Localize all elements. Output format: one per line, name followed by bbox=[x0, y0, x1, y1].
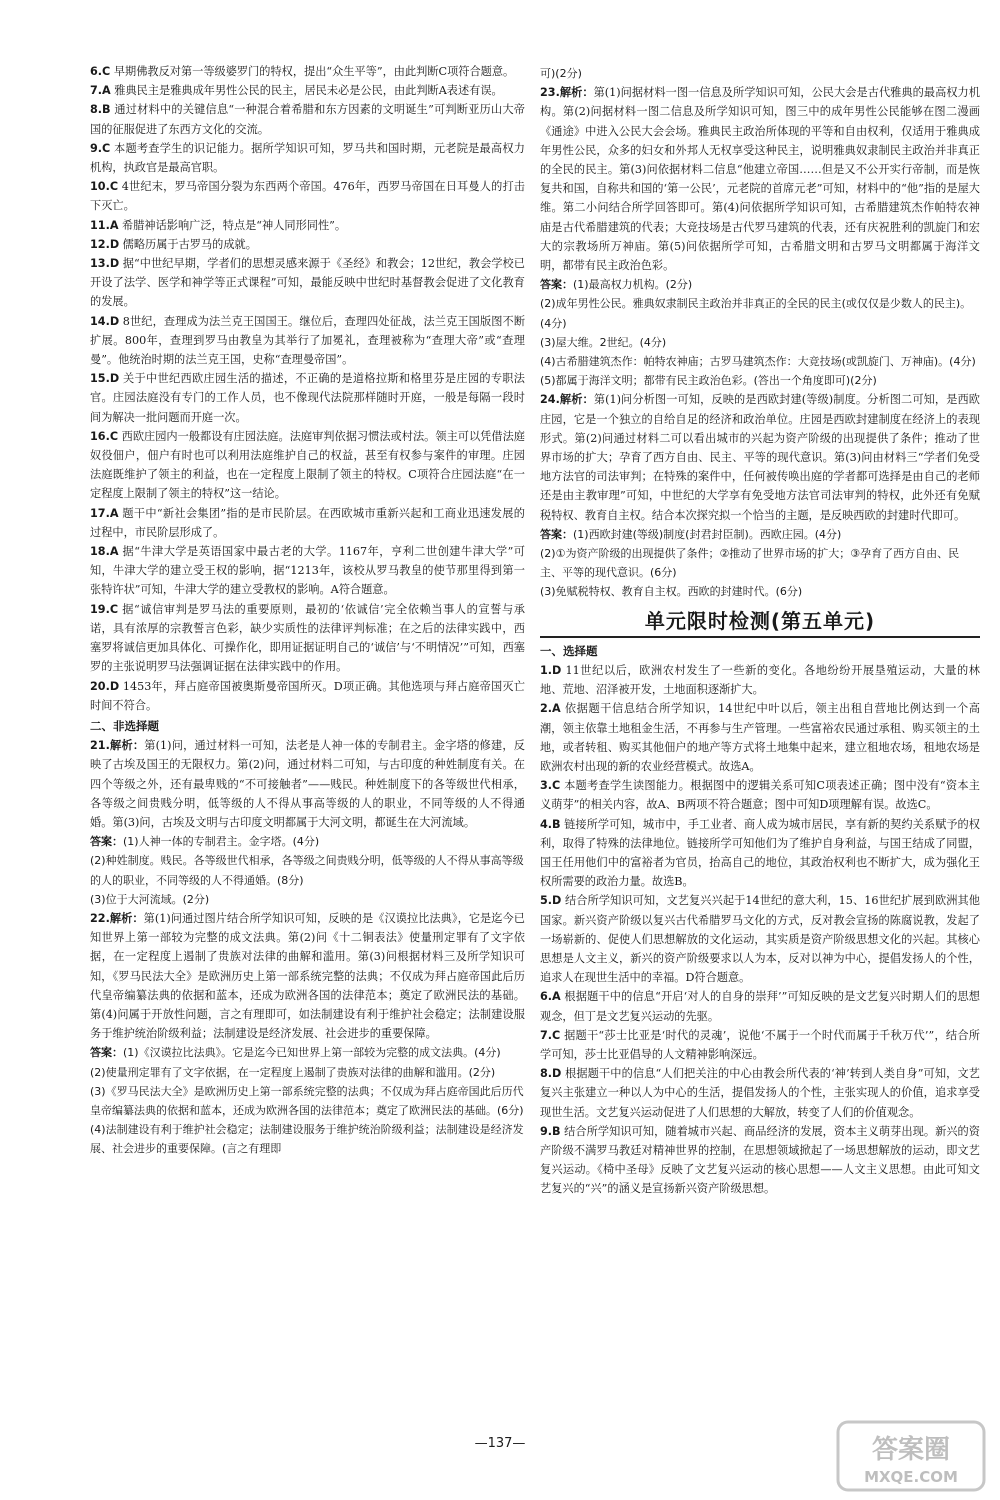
item-text: 雅典民主是雅典成年男性公民的民主，居民未必是公民，由此判断A表述有误。 bbox=[114, 84, 503, 98]
answer-line: (5)都属于海洋文明；都带有民主政治色彩。(答出一个角度即可)(2分) bbox=[540, 374, 877, 388]
analysis-label: 解析： bbox=[109, 910, 144, 925]
answer-line: (1)《汉谟拉比法典》。它是迄今已知世界上第一部较为完整的成文法典。(4分) bbox=[123, 1046, 501, 1060]
right-column bbox=[540, 64, 980, 1199]
page-number: —137— bbox=[474, 1436, 526, 1451]
item-number: 17.A bbox=[90, 506, 119, 520]
item-text: 题干中“新社会集团”指的是市民阶层。在西欧城市重新兴起和工商业迅速发展的过程中，市民阶层形成了。 bbox=[90, 506, 525, 539]
answer-line: (4)古希腊建筑杰作：帕特农神庙；古罗马建筑杰作：大竞技场(或凯旋门、万神庙)。(4分) bbox=[540, 355, 976, 369]
analysis-text: 第(1)问，通过材料一可知，法老是人神一体的专制君主。金字塔的修建，反映了古埃及国王的无限权力。第(2)问，通过材料二可知，与古印度的种姓制度有关。在四个等级之外，还有最卑贱的“不可接触者”——贱民。种姓制度下的各等级世代相承，各等级之间贵贱分明，低等级的人不得从事高等级的人的职业，不同等级的人不得通婚。第(3)问，古埃及文明与古印度文明都属于大河文明，都诞生在大河流域。 bbox=[90, 739, 525, 829]
analysis-text: 第(1)问通过图片结合所学知识可知，反映的是《汉谟拉比法典》，它是迄今已知世界上第一部较为完整的成文法典。第(2)问《十二铜表法》使量刑定罪有了文字依据，在一定程度上遏制了贵族对法律的曲解和滥用。第(3)问根据材料三及所学知识可知，《罗马民法大全》是欧洲历史上第一部系统完整的法典；不仅成为拜占庭帝国此后历代皇帝编纂法典的依据和蓝本，还成为欧洲各国的法律范本；奠定了欧洲民法的基础。第(4)问属于开放性问题，言之有理即可，如法制建设有利于维护社会稳定；法制建设服务于维护统治阶级利益；法制建设是经济发展、社会进步的重要保障。 bbox=[90, 911, 525, 1041]
item-number: 11.A bbox=[90, 218, 119, 232]
answer-item bbox=[540, 776, 980, 814]
continued-answer: 可)(2分) bbox=[540, 67, 582, 80]
right-choice-list bbox=[540, 661, 980, 1199]
answer-item bbox=[540, 891, 980, 987]
item-text: 结合所学知识可知，文艺复兴兴起于14世纪的意大利，15、16世纪扩展到欧洲其他国家。新兴资产阶级以复兴古代希腊罗马文化的方式，反对教会宣扬的陈腐说教，发起了一场崭新的、促使人们思想解放的文化运动，其实质是资产阶级思想文化的兴起。其核心思想是人文主义，新兴的资产阶级要求以人为本，反对以神为中心，提倡发扬人的个性，追求人在现世生活中的幸福。D符合题意。 bbox=[540, 894, 980, 985]
item-text: 8世纪，查理成为法兰克王国国王。继位后，查理四处征战，法兰克王国版图不断扩展。800年，查理到罗马由教皇为其举行了加冕礼，查理被称为“查理大帝”或“查理曼”。他统治时期的法兰克王国，史称“查理曼帝国”。 bbox=[90, 314, 526, 367]
answer-item bbox=[90, 542, 525, 600]
answer-item bbox=[90, 139, 525, 177]
answer-item bbox=[90, 216, 525, 235]
item-number: 7.A bbox=[90, 84, 111, 98]
answer-item bbox=[540, 1064, 980, 1122]
item-text: 关于中世纪西欧庄园生活的描述，不正确的是道格拉斯和格里芬是庄园的专职法官。庄园法庭没有专门的工作人员，也不像现代法院那样随时开庭，一般是每隔一段时间为解决一批问题而开庭一次。 bbox=[90, 372, 525, 424]
question-24 bbox=[540, 390, 980, 601]
item-number: 13.D bbox=[90, 257, 120, 271]
answer-line: (1)最高权力机构。(2分) bbox=[573, 278, 693, 292]
item-text: 儒略历属于古罗马的成就。 bbox=[122, 237, 257, 251]
item-text: 本题考查学生的识记能力。据所学知识可知，罗马共和国时期，元老院是最高权力机构，执政官是最高官职。 bbox=[90, 141, 525, 175]
site-watermark-logo bbox=[836, 1420, 986, 1492]
item-number: 5.D bbox=[540, 894, 562, 908]
item-number: 6.C bbox=[90, 65, 111, 78]
answer-item bbox=[90, 369, 525, 427]
analysis-label: 解析： bbox=[559, 85, 594, 100]
left-column bbox=[90, 62, 525, 1159]
item-number: 8.B bbox=[90, 103, 111, 117]
answer-item bbox=[540, 699, 980, 776]
item-text: 依据题干信息结合所学知识，14世纪中叶以后，领主出租自营地比例达到一个高潮，领主依靠土地租金生活，不再参与生产管理。一些富裕农民通过承租、购买领主的土地，或者转租、购买其他佃户的地产等方式将土地集中起来，建立租地农场，租地农场是欧洲农村出现的新的农业经营模式。故选A。 bbox=[540, 702, 980, 773]
answer-item bbox=[90, 100, 525, 138]
analysis-text: 第(1)问据材料一图一信息及所学知识可知，公民大会是古代雅典的最高权力机构。第(2)问据材料一图二信息及所学知识可知，图三中的成年男性公民能够在图二漫画《通途》中进入公民大会会场。雅典民主政治所体现的平等和自由权利，仅适用于雅典成年男性公民，众多的妇女和外邦人无权享受这种民主，说明雅典奴隶制民主政治并非真正的全民的民主。第(3)问依据材料二信息“他建立帝国……但是又不公开实行帝制，而是恢复共和国，自称共和国的‘第一公民’，元老院的首席元老”可知，材料中的“他”指的是屋大维。第二小问结合所学回答即可。第(4)问依据所学知识可知，古希腊建筑杰作帕特农神庙是古代希腊建筑的代表；大竞技场是古代罗马建筑的代表，还有庆祝胜利的凯旋门和宏大的宗教场所万神庙。第(5)问依据所学可知，古希腊文明和古罗马文明都属于海洋文明，都带有民主政治色彩。 bbox=[540, 86, 980, 273]
section-heading-choice: 一、选择题 bbox=[540, 643, 598, 658]
answer-item bbox=[90, 600, 525, 677]
answer-label: 答案： bbox=[90, 1046, 123, 1060]
answer-label: 答案： bbox=[540, 278, 573, 292]
answer-item bbox=[90, 677, 525, 715]
item-text: 据“牛津大学是英语国家中最古老的大学。1167年，亨利二世创建牛津大学”可知，牛津大学的建立受王权的影响，据“1213年，该校从罗马教皇的使节那里得到第一张特许状”可知，牛津大学的建立受教权的影响。A符合题意。 bbox=[90, 545, 525, 597]
item-number: 3.C bbox=[540, 779, 561, 793]
answer-label: 答案： bbox=[540, 527, 573, 541]
item-number: 10.C bbox=[90, 180, 119, 194]
answer-item bbox=[90, 312, 525, 370]
answer-line: (3)《罗马民法大全》是欧洲历史上第一部系统完整的法典；不仅成为拜占庭帝国此后历代皇帝编纂法典的依据和蓝本，还成为欧洲各国的法律范本；奠定了欧洲民法的基础。(6分) bbox=[90, 1084, 524, 1117]
item-text: 早期佛教反对第一等级婆罗门的特权，提出“众生平等”，由此判断C项符合题意。 bbox=[113, 65, 515, 78]
question-number: 23. bbox=[540, 86, 560, 100]
item-text: 西欧庄园内一般都设有庄园法庭。法庭审判依据习惯法或村法。领主可以凭借法庭奴役佃户，佃户有时也可以利用法庭维护自己的权益，甚至有权参与案件的审理。庄园法庭既维护了领主的利益，也在一定程度上限制了领主的特权。C项符合庄园法庭“在一定程度上限制了领主的特权”这一结论。 bbox=[90, 429, 525, 501]
item-number: 9.B bbox=[540, 1124, 561, 1138]
item-number: 8.D bbox=[540, 1067, 562, 1081]
answer-item bbox=[90, 254, 525, 312]
analysis-label: 解析： bbox=[559, 392, 594, 407]
item-number: 18.A bbox=[90, 545, 119, 559]
answer-item bbox=[90, 427, 525, 504]
question-21 bbox=[90, 736, 525, 909]
item-number: 9.C bbox=[90, 141, 111, 155]
item-number: 20.D bbox=[90, 679, 120, 693]
answer-item bbox=[540, 815, 980, 892]
item-number: 7.C bbox=[540, 1028, 561, 1042]
answer-line: (3)屋大维。2世纪。(4分) bbox=[540, 335, 667, 349]
answer-line: (4)法制建设有利于维护社会稳定；法制建设服务于维护统治阶级利益；法制建设是经济发展、社会进步的重要保障。(言之有理即 bbox=[90, 1123, 524, 1156]
watermark-sub-text: MXQE.COM bbox=[864, 1468, 958, 1486]
item-text: 结合所学知识可知，随着城市兴起、商品经济的发展，资本主义萌芽出现。新兴的资产阶级不满罗马教廷对精神世界的控制，在思想领域掀起了一场思想解放的运动，即文艺复兴运动。《椅中圣母》反映了文艺复兴运动的核心思想——人文主义思想。由此可知文艺复兴的“兴”的涵义是宣扬新兴资产阶级思想。 bbox=[540, 1124, 980, 1196]
item-text: 根据题干中的信息“人们把关注的中心由教会所代表的‘神’转到人类自身”可知，文艺复兴主张建立一种以人为中心的生活，提倡发扬人的个性，主张实现人的价值，追求享受现世生活。文艺复兴运动促进了人们思想的大解放，转变了人们的价值观念。 bbox=[540, 1067, 980, 1119]
item-text: 据“诚信审判是罗马法的重要原则，最初的‘依诚信’完全依赖当事人的宣誓与承诺，具有浓厚的宗教誓言色彩，缺少实质性的法律评判标准；在之后的法律实践中，西塞罗将诚信更加具体化、可操作化，即用证据证明自己的‘诚信’与‘不明情况’”可知，西塞罗的主张说明罗马法强调证据在法律实践中的作用。 bbox=[90, 602, 525, 674]
item-number: 14.D bbox=[90, 314, 120, 328]
question-number: 22. bbox=[90, 911, 110, 925]
answer-line: (3)免赋税特权、教育自主权。西欧的封建时代。(6分) bbox=[540, 585, 803, 599]
item-number: 1.D bbox=[540, 663, 562, 677]
item-text: 4世纪末，罗马帝国分裂为东西两个帝国。476年，西罗马帝国在日耳曼人的打击下灭亡。 bbox=[90, 180, 525, 213]
answer-line: (1)人神一体的专制君主。金字塔。(4分) bbox=[123, 835, 320, 849]
answer-item bbox=[90, 81, 525, 100]
answer-item bbox=[540, 987, 980, 1025]
answer-item bbox=[90, 235, 525, 254]
item-text: 根据题干中的信息“开启‘对人的自身的崇拜’”可知反映的是文艺复兴时期人们的思想观念，但丁是文艺复兴运动的先驱。 bbox=[540, 990, 980, 1023]
question-22 bbox=[90, 909, 525, 1159]
item-text: 11世纪以后，欧洲农村发生了一些新的变化。各地纷纷开展垦殖运动，大量的林地、荒地、沼泽被开发，土地面积逐渐扩大。 bbox=[540, 663, 980, 697]
item-text: 希腊神话影响广泛，特点是“神人同形同性”。 bbox=[122, 218, 347, 232]
analysis-text: 第(1)问分析图一可知，反映的是西欧封建(等级)制度。分析图二可知，是西欧庄园，它是一个独立的自给自足的经济和政治单位。庄园是西欧封建制度在经济上的表现形式。第(2)问通过材料二可以看出城市的兴起为资产阶级的出现提供了条件；推动了世界市场的扩大；孕育了西方自由、民主、平等的现代意识。第(3)问由材料三“学者们免受地方法官的司法审判；在特殊的案件中，任何被传唤出庭的学者都可选择是由自己的老师还是由主教审理”可知，中世纪的大学享有免受地方法官司法审判的特权，此外还有免赋税特权、教育自主权。结合本次探究拟一个恰当的主题，是反映西欧的封建时代即可。 bbox=[540, 393, 980, 522]
answer-line: (2)成年男性公民。雅典奴隶制民主政治并非真正的全民的民主(或仅仅是少数人的民主)。(4分) bbox=[540, 297, 972, 330]
item-number: 15.D bbox=[90, 372, 120, 386]
item-number: 19.C bbox=[90, 602, 119, 616]
answer-item bbox=[540, 1122, 980, 1199]
item-number: 4.B bbox=[540, 817, 561, 831]
answer-line: (3)位于大河流域。(2分) bbox=[90, 892, 210, 906]
answer-line: (2)①为资产阶级的出现提供了条件；②推动了世界市场的扩大；③孕育了西方自由、民主、平等的现代意识。(6分) bbox=[540, 547, 960, 580]
item-number: 6.A bbox=[540, 990, 561, 1004]
item-number: 2.A bbox=[540, 702, 561, 716]
item-text: 据“中世纪早期，学者们的思想灵感来源于《圣经》和教会；12世纪，教会学校已开设了法学、医学和神学等正式课程”可知，最能反映中世纪时基督教会促进了文化教育的发展。 bbox=[90, 257, 525, 309]
answer-line: (1)西欧封建(等级)制度(封君封臣制)。西欧庄园。(4分) bbox=[573, 527, 842, 541]
left-choice-list bbox=[90, 62, 525, 715]
answer-line: (2)种姓制度。贱民。各等级世代相承，各等级之间贵贱分明，低等级的人不得从事高等级的人的职业，不同等级的人不得通婚。(8分) bbox=[90, 854, 524, 887]
section-heading-nonchoice: 二、非选择题 bbox=[90, 718, 159, 733]
answer-item bbox=[90, 62, 525, 81]
answer-item bbox=[90, 177, 525, 215]
item-text: 通过材料中的关键信息“一种混合着希腊和东方因素的文明诞生”可判断亚历山大帝国的征服促进了东西方文化的交流。 bbox=[90, 103, 525, 136]
answer-line: (2)使量刑定罪有了文字依据，在一定程度上遏制了贵族对法律的曲解和滥用。(2分) bbox=[90, 1065, 496, 1079]
item-text: 本题考查学生读图能力。根据图中的逻辑关系可知C项表述正确；图中没有“资本主义萌芽”的相关内容，故A、B两项不符合题意；图中可知D项理解有误。故选C。 bbox=[540, 779, 980, 812]
unit-test-title: 单元限时检测(第五单元) bbox=[540, 606, 980, 638]
answer-item bbox=[540, 1026, 980, 1064]
answer-label: 答案： bbox=[90, 835, 123, 849]
question-number: 24. bbox=[540, 393, 560, 407]
item-number: 16.C bbox=[90, 429, 119, 443]
question-23 bbox=[540, 83, 980, 390]
item-text: 据题干“莎士比亚是‘时代的灵魂’，说他‘不属于一个时代而属于千秋万代’”，结合所学可知，莎士比亚倡导的人文精神影响深远。 bbox=[540, 1028, 980, 1061]
answer-item bbox=[540, 661, 980, 699]
item-text: 1453年，拜占庭帝国被奥斯曼帝国所灭。D项正确。其他选项与拜占庭帝国灭亡时间不符合。 bbox=[90, 679, 525, 712]
answer-item bbox=[90, 504, 525, 542]
watermark-main-text: 答案圈 bbox=[871, 1435, 951, 1465]
item-number: 12.D bbox=[90, 237, 120, 251]
question-number: 21. bbox=[90, 739, 110, 753]
item-text: 链接所学可知，城市中，手工业者、商人成为城市居民，享有新的契约关系赋予的权利，取得了特殊的法律地位。链接所学可知他们为了维护自身利益，与国王结成了同盟，国王任用他们中的富裕者为官员，抬高自己的地位，其政治权利也不断扩大，成为强化王权所需要的政治力量。故选B。 bbox=[540, 817, 980, 889]
analysis-label: 解析： bbox=[109, 738, 145, 753]
